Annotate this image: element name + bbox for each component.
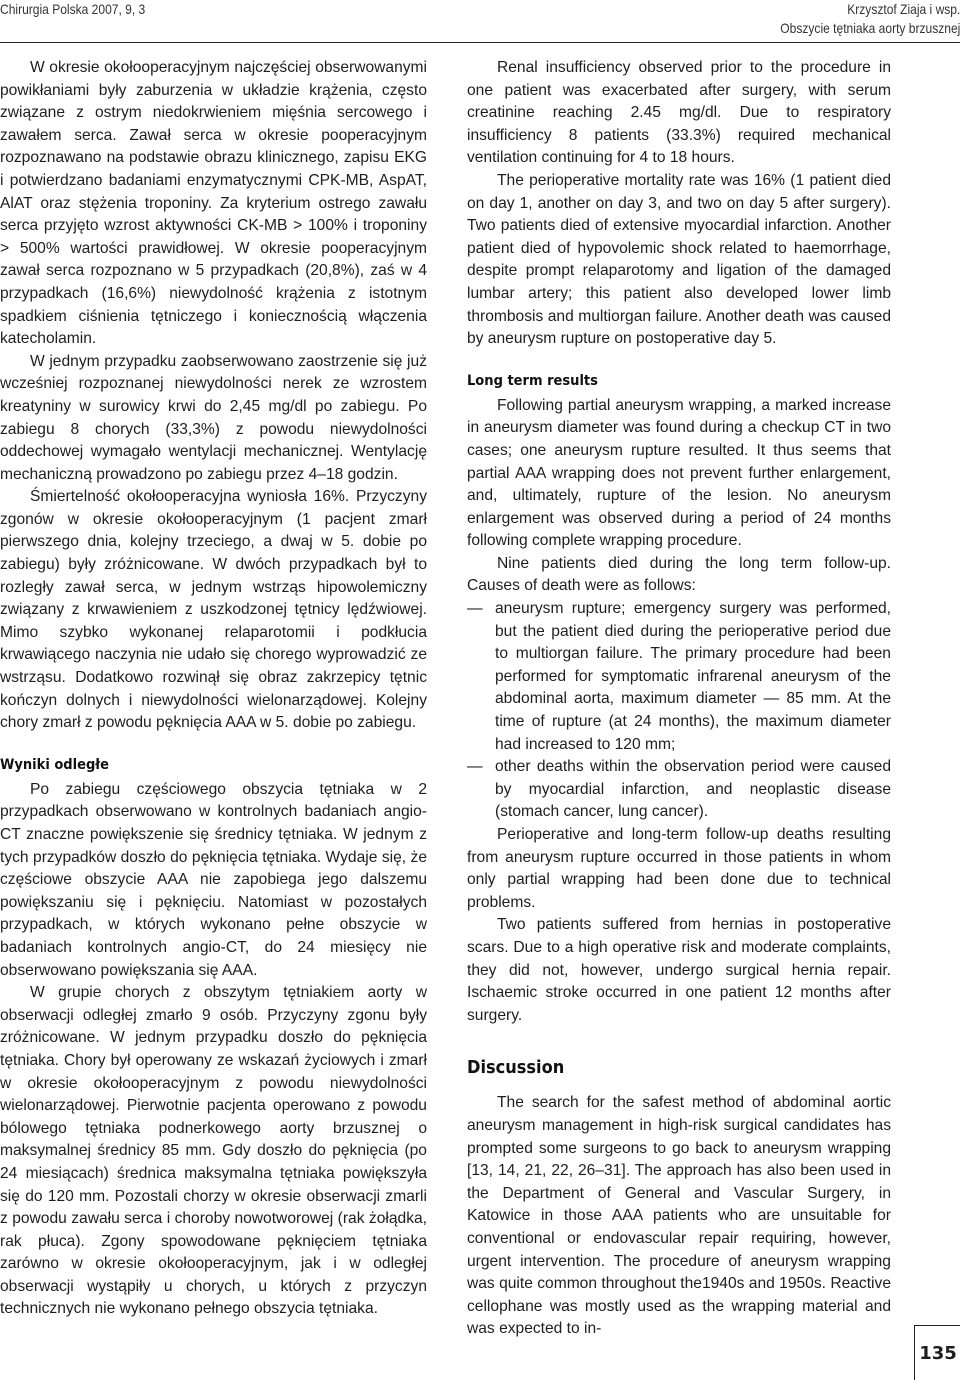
- left-paragraph-3: Śmiertelność okołooperacyjna wyniosła 16%. Przyczyny zgonów w okresie okołooperacyjnym (1 pacjent zmarł pierwszego dnia, kolejny trzeciego, a dwaj w 5. dobie po zabiegu) były zróżnicowane. W dwóch przypadkach był to rozległy zawał serca, w jednym wstrząs hipowolemiczny związany z krwawieniem z uszkodzonej tętnicy lędźwiowej. Mimo szybko wykonanej relaparotomii i podkłucia krwawiącego naczynia nie udało się chorego wyprowadzić ze wstrząsu. Dodatkowo rozwinął się obraz zakrzepicy tętnic kończyn dolnych i niewydolności wielonarządowej. Kolejny chory zmarł z powodu pęknięcia AAA w 5. dobie po zabiegu.: [0, 488, 427, 732]
- header-authors: Krzysztof Ziaja i wsp.: [846, 1, 960, 17]
- dash-bullet: —: [467, 758, 483, 776]
- section-heading-wyniki: Wyniki odległe: [0, 756, 109, 773]
- dash-bullet: —: [467, 600, 483, 618]
- section-heading-discussion: Discussion: [467, 1057, 565, 1079]
- right-paragraph-7: The search for the safest method of abdominal aortic aneurysm management in high-risk surgical candidates has prompted some surgeons to go back to aneurysm wrapping [13, 14, 21, 22, 26–31]. The approach has also been used in the Department of General and Vascular Surgery, in Katowice in those AAA patients who are unsuitable for conventional or endovascular repair requiring, however, urgent intervention. The procedure of aneurysm wrapping was quite common throughout the1940s and 1950s. Reactive cellophane was mostly used as the wrapping material and was expected to in-: [467, 1094, 891, 1338]
- journal-header: Chirurgia Polska 2007, 9, 3: [0, 1, 146, 17]
- left-paragraph-1: W okresie okołooperacyjnym najczęściej obserwowanymi powikłaniami były zaburzenia w układzie krążenia, często związane z ostrym niedokrwieniem mięśnia sercowego i zawałem serca. Zawał serca w okresie pooperacyjnym rozpoznawano na podstawie obrazu klinicznego, zapisu EKG i potwierdzano badaniami enzymatycznymi CPK-MB, AspAT, AlAT oraz stężenia troponiny. Za kryterium ostrego zawału serca przyjęto wzrost aktywności CK-MB > 100% i troponiny > 500% wartości prawidłowej. W okresie pooperacyjnym zawał serca rozpoznano w 5 przypadkach (20,8%), zaś w 4 przypadkach (16,6%) niewydolność krążenia z istotnym spadkiem ciśnienia tętniczego i koniecznością włączenia katecholamin.: [0, 59, 427, 348]
- right-paragraph-6: Two patients suffered from hernias in postoperative scars. Due to a high operative risk and moderate complaints, they did not, however, undergo surgical hernia repair. Ischaemic stroke occurred in one patient 12 months after surgery.: [467, 916, 891, 1024]
- section-heading-long-term: Long term results: [467, 372, 598, 389]
- header-article-title: Obszycie tętniaka aorty brzusznej: [779, 20, 960, 36]
- article-header: [780, 0, 960, 38]
- header-rule: [0, 42, 960, 43]
- left-paragraph-5: W grupie chorych z obszytym tętniakiem aorty w obserwacji odległej zmarło 9 osób. Przyczyny zgonu były zróżnicowane. W jednym przypadku doszło do pęknięcia tętniaka. Chory był operowany ze wskazań życiowych i zmarł w okresie okołooperacyjnym z powodu niewydolności wielonarządowej. Pierwotnie pacjenta operowano z powodu bólowego tętniaka podnerkowego aorty brzusznej o maksymalnej średnicy 85 mm. Gdy doszło do pęknięcia (po 24 miesiącach) średnica maksymalna tętniaka powiększyła się do 120 mm. Pozostali chorzy w okresie obserwacji zmarli z powodu zawału serca i choroby nowotworowej (rak żołądka, rak płuca). Zgony spowodowane pęknięciem tętniaka zarówno w okresie okołooperacyjnym, jak i w odległej obserwacji wystąpiły u chorych, u których z przyczyn technicznych nie wykonano pełnego obszycia tętniaka.: [0, 984, 427, 1318]
- left-column-polish: [0, 57, 427, 1321]
- list-item-rupture: [467, 598, 891, 756]
- right-paragraph-1: Renal insufficiency observed prior to the procedure in one patient was exacerbated after surgery, with serum creatinine reaching 2.45 mg/dl. Due to respiratory insufficiency 8 patients (33.3%) required mechanical ventilation continuing for 4 to 18 hours.: [467, 59, 891, 167]
- list-item-other-deaths: [467, 756, 891, 824]
- list-item-text: other deaths within the observation period were caused by myocardial infarction, and neoplastic disease (stomach cancer, lung cancer).: [495, 758, 891, 821]
- right-paragraph-2: The perioperative mortality rate was 16% (1 patient died on day 1, another on day 3, and two on day 5 after surgery). Two patients died of extensive myocardial infarction. Another patient died of hypovolemic shock related to haemorrhage, despite prompt relaparotomy and ligation of the damaged lumbar artery; this patient also developed lower limb thrombosis and multiorgan failure. Another death was caused by aneurysm rupture on postoperative day 5.: [467, 171, 891, 348]
- right-paragraph-5: Perioperative and long-term follow-up deaths resulting from aneurysm rupture occurred in those patients in whom only partial wrapping had been done due to technical problems.: [467, 826, 891, 911]
- right-column-english: [467, 57, 891, 1341]
- left-paragraph-4: Po zabiegu częściowego obszycia tętniaka w 2 przypadkach obserwowano w kontrolnych badaniach angio-CT znaczne powiększenie się średnicy tętniaka. W jednym z tych przypadków doszło do pęknięcia tętniaka. Wydaje się, że częściowe obszycie AAA nie zapobiega jego dalszemu powiększaniu się i pęknięciu. Natomiast w pozostałych przypadkach, w których wykonano pełne obszycie w badaniach kontrolnych angio-CT, do 24 miesięcy nie obserwowano powiększania się AAA.: [0, 780, 427, 979]
- left-paragraph-2: W jednym przypadku zaobserwowano zaostrzenie się już wcześniej rozpoznanej niewydolności nerek ze wzrostem kreatyniny w surowicy krwi do 2,45 mg/dl po zabiegu. Po zabiegu 8 chorych (33,3%) z powodu niewydolności oddechowej wymagało wentylacji mechanicznej. Wentylację mechaniczną prowadzono po zabiegu przez 4–18 godzin.: [0, 352, 427, 483]
- right-paragraph-3: Following partial aneurysm wrapping, a marked increase in aneurysm diameter was found during a checkup CT in two cases; one aneurysm rupture resulted. It thus seems that partial AAA wrapping does not prevent further enlargement, and, ultimately, rupture of the lesion. No aneurysm enlargement was observed during a period of 24 months following complete wrapping procedure.: [467, 396, 891, 550]
- page-number: 135: [914, 1325, 960, 1380]
- right-paragraph-4: Nine patients died during the long term follow-up. Causes of death were as follows:: [467, 554, 891, 595]
- list-item-text: aneurysm rupture; emergency surgery was performed, but the patient died during the perioperative period due to multiorgan failure. The primary procedure had been performed for symptomatic infrarenal aneurysm of the abdominal aorta, maximum diameter — 85 mm. At the time of rupture (at 24 months), the maximum diameter had increased to 120 mm;: [495, 600, 891, 753]
